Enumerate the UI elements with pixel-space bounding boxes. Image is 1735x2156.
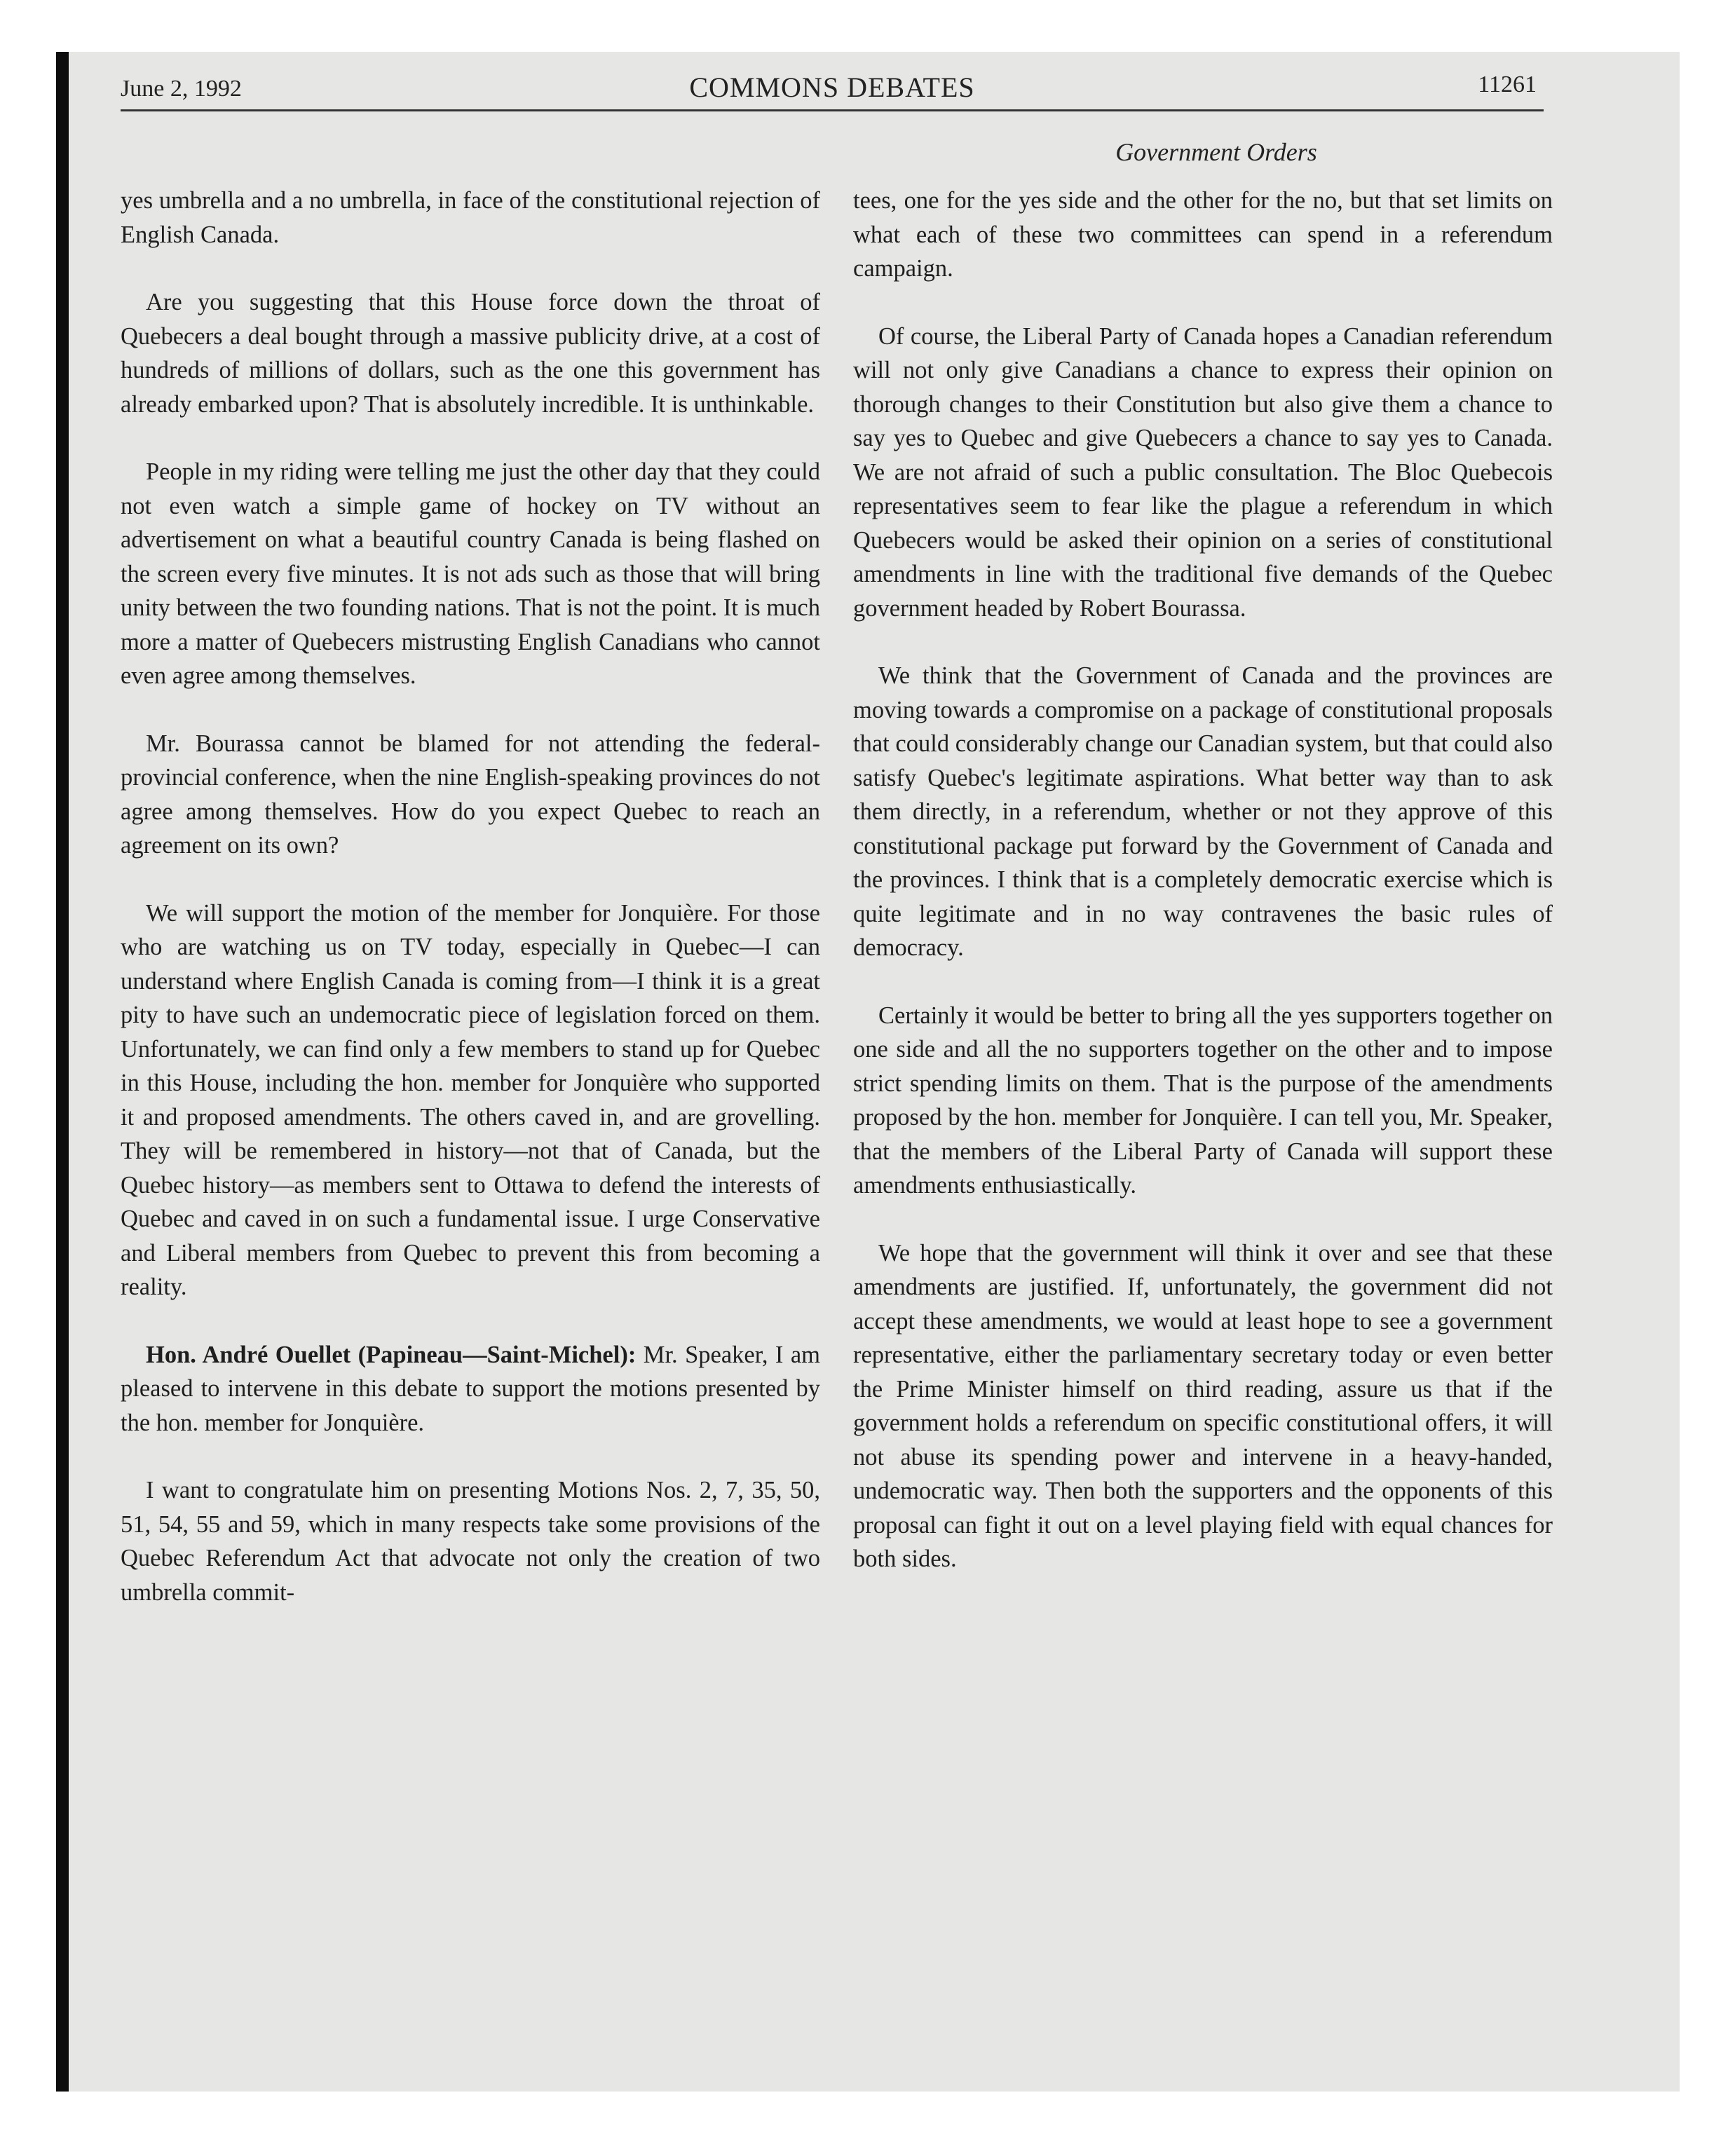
right-paragraph-1: tees, one for the yes side and the other for the no, but that set limits on what each of these two committees can spend in a referendum campaign.	[853, 187, 1553, 282]
right-paragraph-5: We hope that the government will think it over and see that these amendments are justified. If, unfortunately, the government did not accept these amendments, we would at least hope to see a government representative, either the parliamentary secretary today or even better the Prime Minister himself on third reading, assure us that if the government holds a referendum on specific constitutional offers, it will not abuse its spending power and intervene in a heavy-handed, undemocratic way. Then both the supporters and the opponents of this proposal can fight it out on a level playing field with equal chances for both sides.	[853, 1239, 1553, 1572]
left-paragraph-1: yes umbrella and a no umbrella, in face of the constitutional rejection of English Canada.	[121, 187, 820, 248]
right-column	[853, 184, 1553, 1610]
page-header	[121, 64, 1544, 107]
header-date: June 2, 1992	[121, 76, 242, 102]
left-paragraph-2: Are you suggesting that this House force down the throat of Quebecers a deal bought through a massive publicity drive, at a cost of hundreds of millions of dollars, such as the one this government has already embarked upon? That is absolutely incredible. It is unthinkable.	[121, 289, 820, 418]
section-heading: Government Orders	[1115, 138, 1317, 166]
left-paragraph-3: People in my riding were telling me just the other day that they could not even watch a simple game of hockey on TV without an advertisement on what a beautiful country Canada is being flashed on the screen every five minutes. It is not ads such as those that will bring unity between the two founding nations. That is not the point. It is much more a matter of Quebecers mistrusting English Canadians who cannot even agree among themselves.	[121, 458, 820, 689]
left-paragraph-4: Mr. Bourassa cannot be blamed for not attending the federal-provincial conference, when the nine English-speaking provinces do not agree among themselves. How do you expect Quebec to reach an agreement on its own?	[121, 730, 820, 859]
left-paragraph-5: We will support the motion of the member for Jonquière. For those who are watching us on TV today, especially in Quebec—I can understand where English Canada is coming from—I think it is a great pity to have such an undemocratic piece of legislation forced on them. Unfortunately, we can find only a few members to stand up for Quebec in this House, including the hon. member for Jonquière who supported it and proposed amendments. The others caved in, and are grovelling. They will be remembered in history—not that of Canada, but the Quebec history—as members sent to Ottawa to defend the interests of Quebec and caved in on such a fundamental issue. I urge Conservative and Liberal members from Quebec to prevent this from becoming a reality.	[121, 899, 820, 1300]
right-paragraph-3: We think that the Government of Canada and the provinces are moving towards a compromise on a package of constitutional proposals that could considerably change our Canadian system, but that could also satisfy Quebec's legitimate aspirations. What better way than to ask them directly, in a referendum, whether or not they approve of this constitutional package put forward by the Government of Canada and the provinces. I think that is a completely democratic exercise which is quite legitimate and in no way contravenes the basic rules of democracy.	[853, 662, 1553, 961]
left-paragraph-7: I want to congratulate him on presenting Motions Nos. 2, 7, 35, 50, 51, 54, 55 and 59, which in many respects take some provisions of the Quebec Referendum Act that advocate not only the creation of two umbrella commit-	[121, 1477, 820, 1606]
speaker-text: Mr. Speaker, I am pleased to intervene in this debate to support the motions presented by the hon. member for Jonquière.	[121, 1341, 820, 1436]
header-rule	[121, 109, 1544, 111]
header-title: COMMONS DEBATES	[689, 71, 975, 103]
right-paragraph-4: Certainly it would be better to bring all the yes supporters together on one side and all the no supporters together on the other and to impose strict spending limits on them. That is the purpose of the amendments proposed by the hon. member for Jonquière. I can tell you, Mr. Speaker, that the members of the Liberal Party of Canada will support these amendments enthusiastically.	[853, 1002, 1553, 1199]
binding-edge	[56, 52, 69, 2092]
right-paragraph-2: Of course, the Liberal Party of Canada hopes a Canadian referendum will not only give Canadians a chance to express their opinion on thorough changes to their Constitution but also give them a chance to say yes to Quebec and give Quebecers a chance to say yes to Canada. We are not afraid of such a public consultation. The Bloc Quebecois representatives seem to fear like the plague a referendum in which Quebecers would be asked their opinion on a series of constitutional amendments in line with the traditional five demands of the Quebec government headed by Robert Bourassa.	[853, 322, 1553, 622]
left-paragraph-6	[121, 1338, 820, 1440]
speaker-name: Hon. André Ouellet (Papineau—Saint-Michel):	[146, 1341, 637, 1368]
left-column	[121, 184, 820, 1643]
header-page-number: 11261	[1478, 71, 1537, 97]
